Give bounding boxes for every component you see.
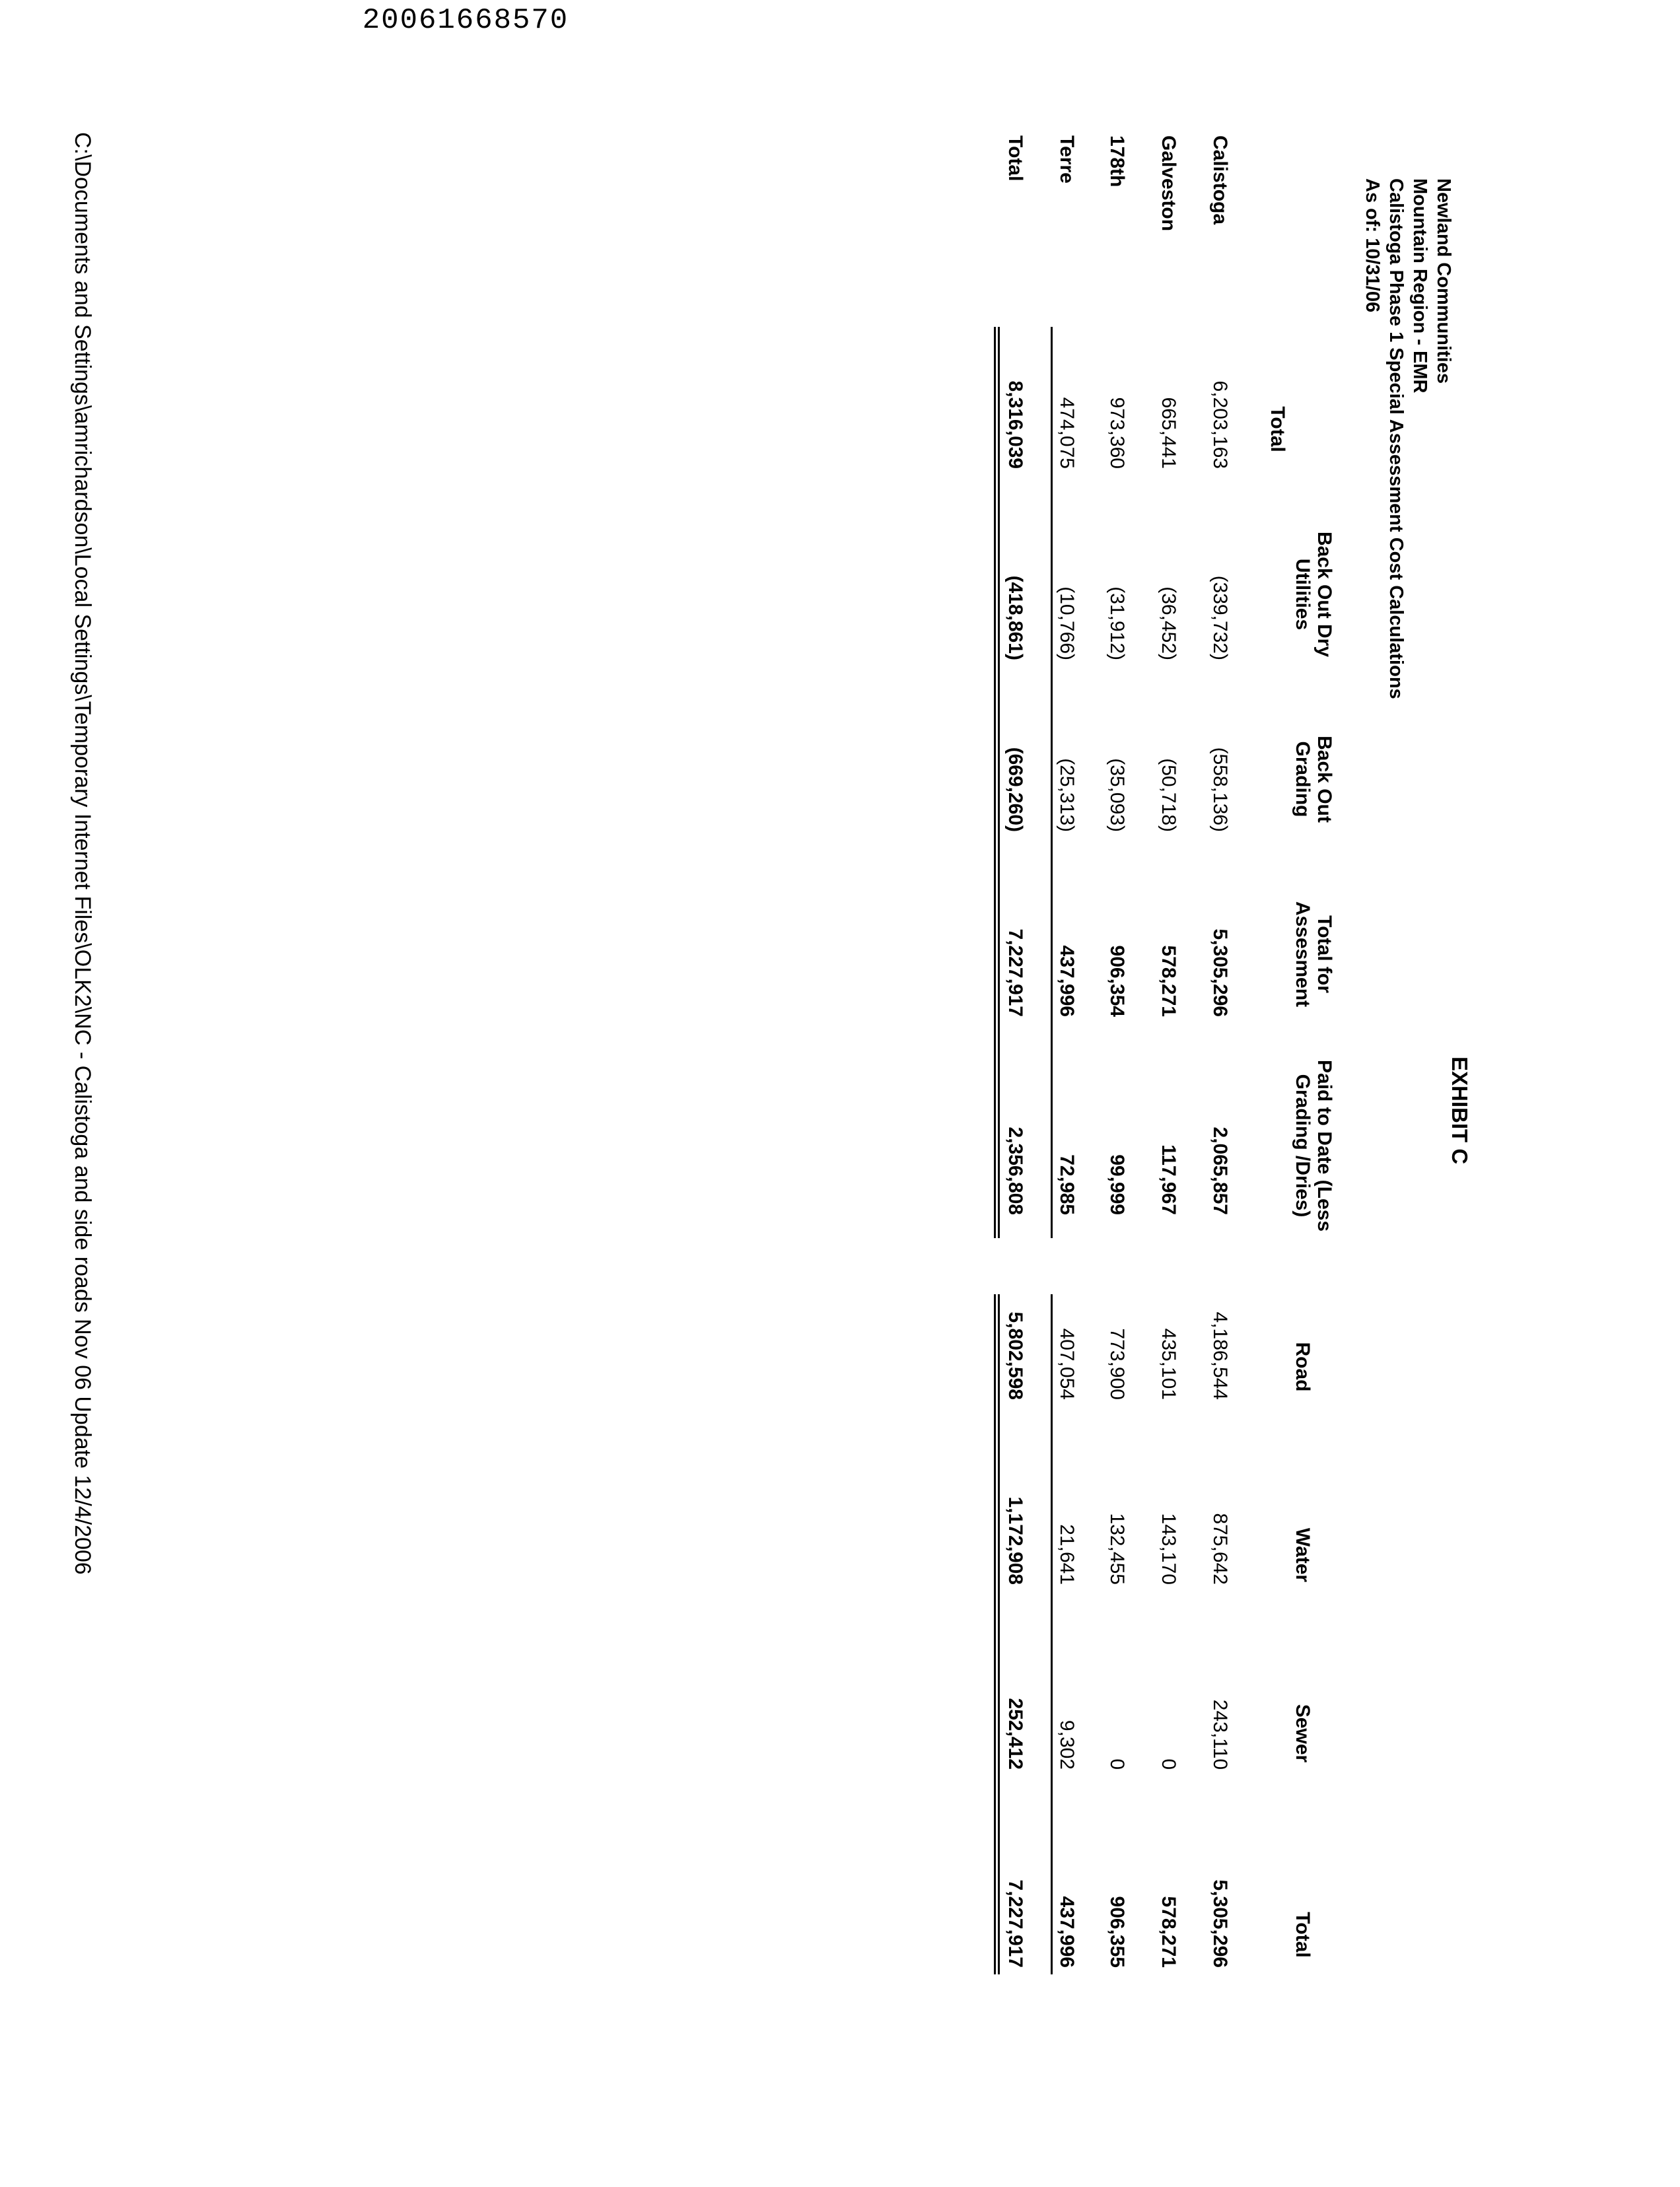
subtotal-rule: [1051, 327, 1053, 1238]
cell-sewer: 0: [1158, 1758, 1179, 1770]
exhibit-title: EXHIBIT C: [1448, 1057, 1472, 1165]
row-label: Total: [1004, 135, 1026, 182]
cell-total: 665,441: [1158, 397, 1179, 469]
report-title: Calistoga Phase 1 Special Assessment Cost Calculations: [1385, 178, 1407, 699]
cell-water: 21,641: [1056, 1524, 1078, 1585]
cell-total-assessment: 578,271: [1158, 945, 1179, 1017]
col-header-back-out-dry-utilities: Back Out Dry Utilities: [1292, 531, 1335, 658]
total-double-rule: [994, 1294, 1000, 1974]
col-header-road: Road: [1292, 1342, 1313, 1392]
col-header-water: Water: [1292, 1527, 1313, 1583]
cell-back-out-grading: (669,260): [1004, 747, 1026, 832]
as-of-date: As of: 10/31/06: [1362, 178, 1383, 313]
cell-road: 773,900: [1106, 1328, 1128, 1400]
col-header-total-2: Total: [1292, 1912, 1313, 1958]
cell-road: 5,802,598: [1004, 1311, 1026, 1400]
row-label: Calistoga: [1209, 135, 1231, 225]
cell-paid-to-date: 72,985: [1056, 1154, 1078, 1215]
row-label: Galveston: [1158, 135, 1179, 232]
col-header-total: Total: [1267, 406, 1288, 452]
cell-total: 973,360: [1106, 397, 1128, 469]
cell-total: 6,203,163: [1209, 380, 1231, 469]
cell-total-2: 437,996: [1056, 1896, 1078, 1968]
cell-road: 435,101: [1158, 1328, 1179, 1400]
region-name: Mountain Region - EMR: [1409, 178, 1430, 394]
cell-total: 474,075: [1056, 397, 1078, 469]
cell-sewer: 243,110: [1209, 1699, 1231, 1770]
cell-water: 875,642: [1209, 1513, 1231, 1585]
cell-back-out-dry: (339,732): [1209, 575, 1231, 660]
col-header-back-out-grading: Back Out Grading: [1292, 736, 1335, 823]
cell-water: 132,455: [1106, 1513, 1128, 1585]
cell-total-assessment: 7,227,917: [1004, 928, 1026, 1017]
company-name: Newland Communities: [1433, 178, 1454, 384]
cell-back-out-grading: (25,313): [1056, 758, 1078, 832]
cell-total-assessment: 906,354: [1106, 945, 1128, 1017]
cell-back-out-grading: (558,136): [1209, 747, 1231, 832]
cell-back-out-grading: (50,718): [1158, 758, 1179, 832]
cell-back-out-dry: (36,452): [1158, 586, 1179, 660]
cell-back-out-dry: (10,766): [1056, 586, 1078, 660]
document-number: 20061668570: [362, 4, 569, 37]
cell-sewer: 9,302: [1056, 1719, 1078, 1770]
col-header-paid-to-date: Paid to Date (Less Grading /Dries): [1292, 1059, 1335, 1232]
cell-total-assessment: 437,996: [1056, 945, 1078, 1017]
cell-road: 407,054: [1056, 1328, 1078, 1400]
cell-total-2: 7,227,917: [1004, 1879, 1026, 1968]
cell-total-2: 906,355: [1106, 1896, 1128, 1968]
cell-water: 1,172,908: [1004, 1496, 1026, 1585]
total-double-rule: [994, 327, 1000, 1238]
cell-road: 4,186,544: [1209, 1311, 1231, 1400]
cell-sewer: 0: [1106, 1758, 1128, 1770]
row-label: 178th: [1106, 135, 1128, 188]
subtotal-rule: [1051, 1294, 1053, 1974]
cell-total: 8,316,039: [1004, 380, 1026, 469]
cell-paid-to-date: 99,999: [1106, 1154, 1128, 1215]
col-header-total-for-assessment: Total for Assesment: [1292, 901, 1335, 1008]
cell-total-assessment: 5,305,296: [1209, 928, 1231, 1017]
cell-paid-to-date: 2,065,857: [1209, 1127, 1231, 1215]
cell-total-2: 578,271: [1158, 1896, 1179, 1968]
col-header-sewer: Sewer: [1292, 1704, 1313, 1763]
cell-paid-to-date: 117,967: [1158, 1144, 1179, 1215]
row-label: Terre: [1056, 135, 1078, 184]
cell-sewer: 252,412: [1004, 1698, 1026, 1770]
footer-file-path: C:\Documents and Settings\amrichardson\Local Settings\Temporary Internet Files\OLK2\NC - Calistoga and side roads Nov 06 Update 12/4/2006: [70, 132, 95, 1575]
cell-paid-to-date: 2,356,808: [1004, 1127, 1026, 1215]
report-header: [1360, 178, 1455, 699]
cell-back-out-grading: (35,093): [1106, 758, 1128, 832]
cell-total-2: 5,305,296: [1209, 1879, 1231, 1968]
cell-back-out-dry: (418,861): [1004, 575, 1026, 660]
cell-water: 143,170: [1158, 1513, 1179, 1585]
cell-back-out-dry: (31,912): [1106, 586, 1128, 660]
